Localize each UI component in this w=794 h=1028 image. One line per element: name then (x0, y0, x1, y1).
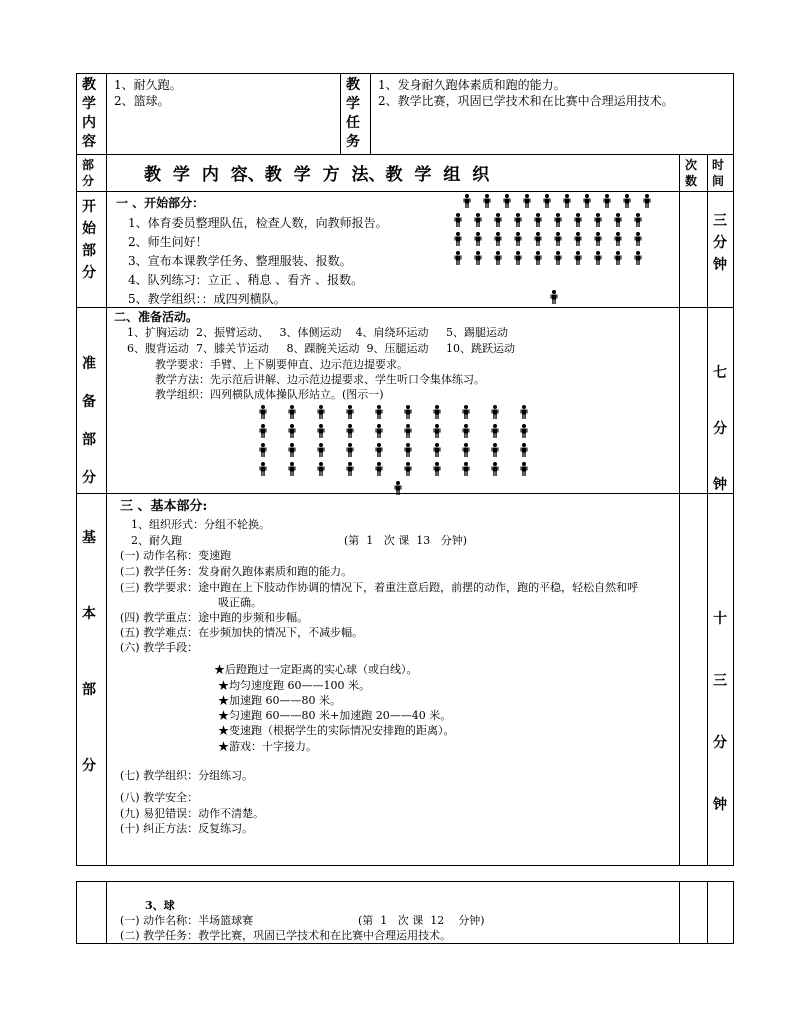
student-figure-icon (520, 405, 528, 419)
student-figure-icon (554, 213, 562, 227)
student-figure-icon (514, 232, 522, 246)
student-figure-icon (534, 232, 542, 246)
student-figure-icon (491, 462, 499, 476)
teacher-figure-icon (550, 290, 558, 304)
prep-time: 七分钟 (713, 365, 727, 493)
header-time: 时间 (711, 158, 724, 188)
student-figure-icon (288, 443, 296, 457)
student-figure-icon (317, 443, 325, 457)
student-figure-icon (259, 462, 267, 476)
student-figure-icon (346, 443, 354, 457)
student-figure-icon (594, 213, 602, 227)
student-figure-icon (520, 443, 528, 457)
basic-heading: 三 、基本部分: (120, 499, 208, 514)
student-figure-icon (534, 251, 542, 265)
student-figure-icon (554, 251, 562, 265)
basic-time: 十三分钟 (713, 611, 727, 813)
content-item-2: 2、篮球。 (114, 94, 170, 108)
prep-row-2: 6、腹背运动 7、膝关节运动 8、踝腕关运动 9、压腿运动 10、跳跃运动 (127, 342, 515, 355)
student-figure-icon (433, 443, 441, 457)
start-item-3: 3、宣布本课教学任务、整理服装、报数。 (128, 254, 352, 268)
student-figure-icon (483, 194, 491, 208)
basic-s6: ★游戏：十字接力。 (218, 740, 317, 753)
basic-s5: ★变速跑（根据学生的实际情况安排跑的距离）。 (218, 724, 455, 737)
header-count: 次数 (684, 158, 697, 188)
start-time: 三分钟 (713, 213, 727, 273)
student-figure-icon (317, 462, 325, 476)
student-figure-icon (594, 251, 602, 265)
second-l3: (二) 教学任务：教学比赛，巩固已学技术和在比赛中合理运用技术。 (120, 929, 452, 942)
student-figure-icon (634, 213, 642, 227)
student-figure-icon (623, 194, 631, 208)
student-figure-icon (346, 462, 354, 476)
content-label: 教学内容 (82, 77, 96, 150)
student-figure-icon (288, 405, 296, 419)
student-figure-icon (514, 251, 522, 265)
start-item-5: 5、教学组织：：成四列横队。 (128, 292, 286, 306)
student-figure-icon (463, 194, 471, 208)
student-figure-icon (474, 213, 482, 227)
task-item-2: 2、教学比赛，巩固已学技术和在比赛中合理运用技术。 (378, 94, 674, 108)
student-figure-icon (259, 405, 267, 419)
student-figure-icon (523, 194, 531, 208)
second-l2: (一) 动作名称：半场篮球赛 (120, 914, 254, 927)
prep-row-1: 1、扩胸运动 2、振臂运动、 3、体侧运动 4、肩绕环运动 5、踢腿运动 (127, 326, 508, 339)
basic-l11: (九) 易犯错误：动作不清楚。 (120, 807, 265, 820)
basic-l8: (六) 教学手段： (120, 641, 199, 654)
student-figure-icon (433, 424, 441, 438)
prep-req: 教学要求：手臂、上下剔要伸直、边示范边提要求。 (155, 358, 408, 371)
student-figure-icon (288, 462, 296, 476)
student-figure-icon (491, 424, 499, 438)
basic-l9: (七) 教学组织：分组练习。 (120, 769, 254, 782)
student-figure-icon (491, 405, 499, 419)
student-figure-icon (583, 194, 591, 208)
task-item-1: 1、发身耐久跑体素质和跑的能力。 (378, 78, 566, 92)
basic-l5: (三) 教学要求：途中跑在上下肢动作协调的情况下，着重注意后蹬，前摆的动作，跑的平稳，轻松自然和呼 (120, 581, 639, 594)
basic-s4: ★匀速跑 60——80 米+加速跑 20——40 米。 (218, 709, 452, 722)
student-figure-icon (433, 405, 441, 419)
basic-l6: (四) 教学重点：途中跑的步频和步幅。 (120, 611, 309, 624)
student-figure-icon (375, 424, 383, 438)
student-figure-icon (404, 405, 412, 419)
student-figure-icon (520, 424, 528, 438)
student-figure-icon (375, 405, 383, 419)
student-figure-icon (554, 232, 562, 246)
student-figure-icon (346, 424, 354, 438)
student-figure-icon (634, 251, 642, 265)
student-figure-icon (375, 462, 383, 476)
student-figure-icon (574, 232, 582, 246)
student-figure-icon (520, 462, 528, 476)
start-heading: 一 、开始部分： (116, 196, 205, 210)
basic-l10: (八) 教学安全： (120, 791, 199, 804)
student-figure-icon (375, 443, 383, 457)
student-figure-icon (643, 194, 651, 208)
student-figure-icon (614, 232, 622, 246)
student-figure-icon (614, 213, 622, 227)
basic-s2: ★均匀速度跑 60——100 米。 (218, 679, 370, 692)
student-figure-icon (317, 424, 325, 438)
start-item-4: 4、队列练习：立正 、稍息 、看齐 、报数。 (128, 273, 364, 287)
second-l1: 3、球 (145, 899, 175, 912)
teacher-figure-icon (394, 481, 402, 495)
prep-label: 准备部分 (82, 356, 96, 486)
task-label: 教学任务 (346, 77, 360, 150)
student-figure-icon (503, 194, 511, 208)
basic-l7: (五) 教学难点：在步频加快的情况下，不减步幅。 (120, 626, 364, 639)
basic-l4: (二) 教学任务：发身耐久跑体素质和跑的能力。 (120, 565, 353, 578)
student-figure-icon (317, 405, 325, 419)
student-figure-icon (462, 424, 470, 438)
start-label: 开始部分 (82, 199, 96, 281)
student-figure-icon (259, 443, 267, 457)
student-figure-icon (614, 251, 622, 265)
student-figure-icon (433, 462, 441, 476)
student-figure-icon (494, 213, 502, 227)
student-figure-icon (404, 424, 412, 438)
basic-l3: (一) 动作名称：变速跑 (120, 549, 232, 562)
student-figure-icon (462, 462, 470, 476)
prep-org: 教学组织：四列横队成体操队形站立。(图示一) (155, 388, 384, 401)
student-figure-icon (454, 213, 462, 227)
basic-l1: 1、组织形式：分组不轮换。 (131, 518, 270, 531)
basic-l12: (十) 纠正方法：反复练习。 (120, 822, 254, 835)
start-item-1: 1、体育委员整理队伍，检查人数，向教师报告。 (128, 216, 388, 230)
header-title: 教 学 内 容、教 学 方 法、教 学 组 织 (144, 165, 490, 185)
basic-label: 基本部分 (82, 530, 96, 774)
basic-l2: 2、耐久跑 (131, 534, 182, 547)
student-figure-icon (603, 194, 611, 208)
start-item-2: 2、师生问好！ (128, 235, 208, 249)
basic-s3: ★加速跑 60——80 米。 (218, 694, 341, 707)
student-figure-icon (462, 405, 470, 419)
student-figure-icon (514, 213, 522, 227)
student-figure-icon (574, 251, 582, 265)
content-item-1: 1、耐久跑。 (114, 78, 182, 92)
student-figure-icon (404, 462, 412, 476)
student-figure-icon (462, 443, 470, 457)
student-figure-icon (288, 424, 296, 438)
student-figure-icon (404, 443, 412, 457)
student-figure-icon (454, 251, 462, 265)
student-figure-icon (594, 232, 602, 246)
header-part: 部分 (81, 158, 94, 188)
student-figure-icon (259, 424, 267, 438)
prep-method: 教学方法：先示范后讲解、边示范边提要求、学生听口令集体练习。 (155, 373, 485, 386)
second-l2b: (第 1 次 课 12 分钟) (358, 914, 485, 927)
student-figure-icon (563, 194, 571, 208)
student-figure-icon (574, 213, 582, 227)
student-figure-icon (494, 232, 502, 246)
student-figure-icon (474, 251, 482, 265)
student-figure-icon (494, 251, 502, 265)
student-figure-icon (543, 194, 551, 208)
basic-l2b: (第 1 次 课 13 分钟) (344, 534, 468, 547)
basic-s1: ★后蹬跑过一定距离的实心球（或白线）。 (214, 663, 418, 676)
student-figure-icon (634, 232, 642, 246)
student-figure-icon (454, 232, 462, 246)
student-figure-icon (346, 405, 354, 419)
prep-heading: 二、准备活动。 (114, 310, 199, 324)
student-figure-icon (534, 213, 542, 227)
student-figure-icon (474, 232, 482, 246)
student-figure-icon (491, 443, 499, 457)
basic-l5b: 吸正确。 (218, 596, 262, 609)
